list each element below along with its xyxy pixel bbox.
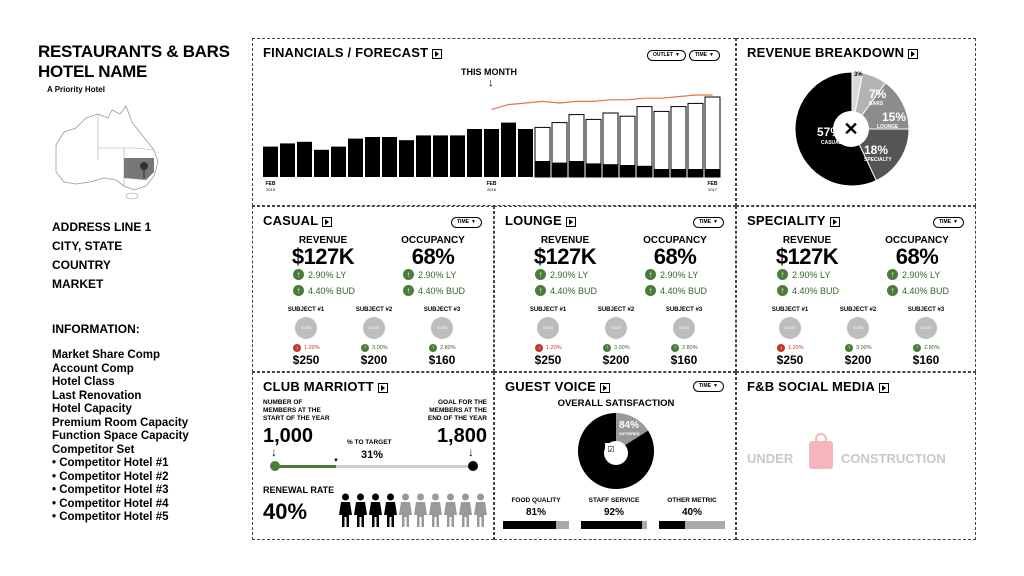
- subject-icon: ICON: [779, 317, 801, 339]
- actual-bar: [314, 150, 329, 177]
- subject-icon: ICON: [847, 317, 869, 339]
- arrow-up-icon: ↑: [777, 269, 788, 280]
- metric-bar-fill: [503, 521, 556, 529]
- actual-bar: [382, 137, 397, 177]
- hotel-title-line1: RESTAURANTS & BARS: [38, 42, 230, 61]
- subject-value: $250: [534, 353, 562, 367]
- target-value: 31%: [361, 449, 384, 461]
- info-item: Market Share Comp: [52, 349, 161, 361]
- subject-value: $200: [602, 353, 630, 367]
- subject-value: $250: [776, 353, 804, 367]
- subject-change: ↑ 3.00%: [361, 344, 388, 352]
- guest-voice-title: GUEST VOICE: [505, 379, 610, 394]
- subject-icon: ICON: [673, 317, 695, 339]
- revenue-bud-change: ↑ 4.40% BUD: [777, 285, 839, 296]
- revenue-breakdown-title: REVENUE BREAKDOWN: [747, 45, 918, 60]
- arrow-up-icon: ↑: [887, 269, 898, 280]
- subject-label: SUBJECT #3: [665, 307, 703, 313]
- info-item: Premium Room Capacity: [52, 416, 189, 429]
- subject-value: $200: [844, 353, 872, 367]
- forecast-actual-bar: [603, 164, 618, 177]
- info-item: Hotel Capacity: [52, 403, 132, 415]
- progress-marker-icon: ▼: [333, 458, 339, 464]
- forecast-actual-bar: [535, 161, 550, 177]
- subject-label: SUBJECT #3: [907, 307, 945, 313]
- x-axis-year: 2015: [266, 187, 275, 192]
- person-icon: [429, 493, 442, 532]
- subject-label: SUBJECT #2: [597, 307, 635, 313]
- address-line-1: ADDRESS LINE 1: [52, 220, 152, 234]
- progress-fill: [275, 465, 336, 468]
- person-icon: [444, 493, 457, 532]
- chevron-down-icon: ▼: [952, 219, 958, 225]
- arrow-up-icon: ↑: [293, 269, 304, 280]
- arrow-down-icon: ↓: [293, 344, 301, 352]
- guest-voice-panel: [494, 372, 736, 540]
- subject-change: ↓ 1.20%: [777, 344, 804, 352]
- chevron-down-icon: ▼: [708, 52, 714, 58]
- casual-label: CASUAL: [821, 140, 842, 146]
- competitor-item: • Competitor Hotel #2: [52, 470, 169, 483]
- person-icon: [459, 493, 472, 532]
- chevron-down-icon: ▼: [712, 219, 718, 225]
- target-label: % TO TARGET: [347, 439, 392, 446]
- subject-change: ↑ 2.80%: [913, 344, 940, 352]
- revenue-label: REVENUE: [782, 235, 832, 246]
- arrow-up-icon: ↑: [845, 344, 853, 352]
- renewal-people: [339, 493, 487, 532]
- play-icon[interactable]: [908, 49, 918, 59]
- subject-label: SUBJECT #1: [287, 307, 325, 313]
- subject-label: SUBJECT #1: [771, 307, 809, 313]
- info-item: Hotel Class: [52, 376, 115, 388]
- specialty-pct: 18%: [864, 143, 889, 157]
- subject-icon: ICON: [915, 317, 937, 339]
- actual-bar: [280, 143, 295, 177]
- arrow-up-icon: ↑: [671, 344, 679, 352]
- competitor-item: • Competitor Hotel #4: [52, 497, 169, 510]
- revenue-label: REVENUE: [540, 235, 590, 246]
- revenue-ly-change: ↑ 2.90% LY: [293, 269, 346, 280]
- forecast-bar: [671, 107, 686, 177]
- actual-bar: [365, 137, 380, 177]
- occupancy-label: OCCUPANCY: [885, 235, 949, 246]
- goal-members-label: GOAL FOR THE MEMBERS AT THE END OF THE YEAR: [427, 399, 487, 422]
- club-marriott-panel: [252, 372, 494, 540]
- arrow-up-icon: ↑: [535, 269, 546, 280]
- actual-bar: [433, 135, 448, 177]
- hotel-subtitle: A Priority Hotel: [47, 85, 105, 94]
- start-members-label: NUMBER OF MEMBERS AT THE START OF THE YEAR: [263, 399, 330, 422]
- x-axis-year: 2017: [708, 187, 717, 192]
- forecast-actual-bar: [620, 165, 635, 177]
- outlet-title: CASUAL: [263, 213, 332, 228]
- overall-satisfaction-sub: SATISFIED: [619, 431, 640, 436]
- time-dropdown[interactable]: TIME ▼: [693, 381, 724, 392]
- metric-label: OTHER METRIC: [667, 497, 717, 504]
- bars-pct: 7%: [869, 87, 887, 101]
- dining-icon: ✕: [833, 111, 869, 147]
- subject-change: ↑ 3.00%: [845, 344, 872, 352]
- chevron-down-icon: ▼: [470, 219, 476, 225]
- clipboard-icon: ☑: [605, 443, 617, 457]
- person-icon: [369, 493, 382, 532]
- actual-bar: [450, 135, 465, 177]
- actual-bar: [331, 147, 346, 177]
- arrow-up-icon: ↑: [645, 269, 656, 280]
- under-label: UNDER: [747, 451, 794, 466]
- forecast-actual-bar: [688, 169, 703, 177]
- time-dropdown[interactable]: TIME ▼: [689, 50, 720, 61]
- revenue-value: $127K: [775, 244, 839, 269]
- lounge-label: LOUNGE: [877, 124, 899, 130]
- time-dropdown[interactable]: TIME ▼: [933, 217, 964, 228]
- x-axis-year: 2016: [487, 187, 496, 192]
- hotel-title-line2: HOTEL NAME: [38, 62, 148, 81]
- down-arrow-icon: ↓: [271, 445, 277, 459]
- arrow-up-icon: ↑: [403, 269, 414, 280]
- revenue-ly-change: ↑ 2.90% LY: [535, 269, 588, 280]
- subject-icon: ICON: [295, 317, 317, 339]
- subject-change: ↑ 2.80%: [671, 344, 698, 352]
- forecast-actual-bar: [552, 163, 567, 177]
- subject-icon: ICON: [537, 317, 559, 339]
- chevron-down-icon: ▼: [712, 383, 718, 389]
- subject-label: SUBJECT #3: [423, 307, 461, 313]
- lounge-panel: [494, 206, 736, 372]
- occupancy-ly-change: ↑ 2.90% LY: [645, 269, 698, 280]
- subject-change: ↓ 1.20%: [535, 344, 562, 352]
- arrow-up-icon: ↑: [645, 285, 656, 296]
- financials-panel: [252, 38, 736, 206]
- time-dropdown[interactable]: TIME ▼: [451, 217, 482, 228]
- start-members-value: 1,000: [263, 425, 314, 447]
- x-axis-label: FEB: [265, 181, 276, 187]
- play-icon[interactable]: [600, 383, 610, 393]
- occupancy-ly-change: ↑ 2.90% LY: [403, 269, 456, 280]
- other-pct: 3%: [854, 72, 863, 78]
- arrow-down-icon: ↓: [535, 344, 543, 352]
- subject-value: $160: [670, 353, 698, 367]
- revenue-breakdown-panel: [736, 38, 976, 206]
- arrow-up-icon: ↑: [429, 344, 437, 352]
- occupancy-bud-change: ↑ 4.40% BUD: [645, 285, 707, 296]
- overall-satisfaction-label: OVERALL SATISFACTION: [557, 398, 675, 409]
- occupancy-ly-change: ↑ 2.90% LY: [887, 269, 940, 280]
- arrow-up-icon: ↑: [535, 285, 546, 296]
- subject-icon: ICON: [363, 317, 385, 339]
- occupancy-value: 68%: [895, 244, 939, 269]
- renewal-value: 40%: [263, 499, 308, 524]
- play-icon[interactable]: [879, 383, 889, 393]
- subject-icon: ICON: [431, 317, 453, 339]
- down-arrow-icon: ↓: [488, 77, 494, 89]
- competitor-item: • Competitor Hotel #5: [52, 511, 169, 523]
- arrow-up-icon: ↑: [361, 344, 369, 352]
- address-country: COUNTRY: [52, 258, 111, 272]
- revenue-bud-change: ↑ 4.40% BUD: [293, 285, 355, 296]
- info-item: Account Comp: [52, 362, 134, 375]
- speciality-panel: [736, 206, 976, 372]
- revenue-bud-change: ↑ 4.40% BUD: [535, 285, 597, 296]
- actual-bar: [501, 123, 516, 177]
- person-icon: [354, 493, 367, 532]
- down-arrow-icon: ↓: [468, 445, 474, 459]
- actual-bar: [416, 135, 431, 177]
- occupancy-value: 68%: [653, 244, 697, 269]
- outlet-dropdown[interactable]: OUTLET ▼: [647, 50, 686, 61]
- specialty-label: SPECIALTY: [864, 157, 892, 163]
- actual-bar: [484, 129, 499, 177]
- subject-value: $160: [912, 353, 940, 367]
- social-media-panel: [736, 372, 976, 540]
- person-icon: [339, 493, 352, 532]
- arrow-up-icon: ↑: [913, 344, 921, 352]
- subject-value: $200: [360, 353, 388, 367]
- casual-pct: 57%: [817, 125, 842, 139]
- actual-bar: [518, 129, 533, 177]
- subject-value: $250: [292, 353, 320, 367]
- occupancy-label: OCCUPANCY: [643, 235, 707, 246]
- forecast-actual-bar: [654, 169, 669, 177]
- address-city-state: CITY, STATE: [52, 239, 123, 253]
- chevron-down-icon: ▼: [675, 52, 680, 58]
- occupancy-bud-change: ↑ 4.40% BUD: [887, 285, 949, 296]
- actual-bar: [467, 129, 482, 177]
- outlet-title: SPECIALITY: [747, 213, 840, 228]
- metric-value: 92%: [603, 507, 624, 518]
- forecast-bar: [688, 103, 703, 177]
- person-icon: [474, 493, 487, 532]
- metric-label: FOOD QUALITY: [511, 497, 561, 504]
- metric-bar-fill: [659, 521, 685, 529]
- construction-label: CONSTRUCTION: [841, 451, 946, 466]
- club-title: CLUB MARRIOTT: [263, 379, 388, 394]
- competitor-item: • Competitor Hotel #1: [52, 457, 169, 469]
- competitor-item: • Competitor Hotel #3: [52, 484, 169, 496]
- revenue-label: REVENUE: [298, 235, 348, 246]
- forecast-bar: [705, 97, 720, 177]
- time-dropdown[interactable]: TIME ▼: [693, 217, 724, 228]
- metric-label: STAFF SERVICE: [588, 497, 640, 504]
- arrow-down-icon: ↓: [777, 344, 785, 352]
- play-icon[interactable]: [566, 217, 576, 227]
- outlet-title: LOUNGE: [505, 213, 576, 228]
- subject-change: ↓ 1.20%: [293, 344, 320, 352]
- financials-chart: [253, 39, 737, 205]
- arrow-up-icon: ↑: [887, 285, 898, 296]
- actual-bar: [297, 142, 312, 177]
- play-icon[interactable]: [378, 383, 388, 393]
- metric-bar-fill: [581, 521, 642, 529]
- social-title: F&B SOCIAL MEDIA: [747, 379, 889, 394]
- subject-label: SUBJECT #2: [355, 307, 393, 313]
- revenue-ly-change: ↑ 2.90% LY: [777, 269, 830, 280]
- metric-value: 81%: [525, 507, 546, 518]
- occupancy-bud-change: ↑ 4.40% BUD: [403, 285, 465, 296]
- forecast-bar: [654, 111, 669, 177]
- info-item: Function Space Capacity: [52, 430, 189, 442]
- person-icon: [384, 493, 397, 532]
- financials-title: FINANCIALS / FORECAST: [263, 45, 442, 60]
- actual-bar: [399, 140, 414, 177]
- subject-icon: ICON: [605, 317, 627, 339]
- renewal-label: RENEWAL RATE: [263, 485, 335, 495]
- casual-panel: [252, 206, 494, 372]
- progress-start-dot: [270, 461, 280, 471]
- subject-change: ↑ 3.00%: [603, 344, 630, 352]
- subject-label: SUBJECT #2: [839, 307, 877, 313]
- revenue-value: $127K: [291, 244, 355, 269]
- play-icon[interactable]: [322, 217, 332, 227]
- revenue-value: $127K: [533, 244, 597, 269]
- actual-bar: [263, 147, 278, 177]
- occupancy-value: 68%: [411, 244, 455, 269]
- occupancy-label: OCCUPANCY: [401, 235, 465, 246]
- subject-label: SUBJECT #1: [529, 307, 567, 313]
- forecast-actual-bar: [705, 169, 720, 177]
- x-axis-label: FEB: [707, 181, 718, 187]
- address-market: MARKET: [52, 277, 104, 291]
- australia-map: [46, 100, 176, 200]
- arrow-up-icon: ↑: [603, 344, 611, 352]
- actual-bar: [348, 139, 363, 177]
- forecast-actual-bar: [569, 161, 584, 177]
- progress-end-dot: [468, 461, 478, 471]
- info-heading: INFORMATION:: [52, 322, 140, 336]
- forecast-actual-bar: [637, 166, 652, 177]
- construction-sign-icon: [809, 441, 833, 469]
- metric-value: 40%: [681, 507, 702, 518]
- this-month-label: THIS MONTH: [461, 67, 517, 77]
- overall-satisfaction-value: 84%: [619, 420, 640, 431]
- arrow-up-icon: ↑: [293, 285, 304, 296]
- forecast-actual-bar: [586, 163, 601, 177]
- goal-members-value: 1,800: [436, 425, 487, 447]
- x-axis-label: FEB: [486, 181, 497, 187]
- person-icon: [414, 493, 427, 532]
- arrow-up-icon: ↑: [403, 285, 414, 296]
- info-item: Competitor Set: [52, 443, 135, 456]
- subject-change: ↑ 2.80%: [429, 344, 456, 352]
- lounge-pct: 15%: [882, 110, 907, 124]
- bars-label: BARS: [869, 101, 884, 107]
- subject-value: $160: [428, 353, 456, 367]
- info-list: [52, 349, 189, 525]
- info-item: Last Renovation: [52, 389, 142, 402]
- forecast-actual-bar: [671, 169, 686, 177]
- play-icon[interactable]: [830, 217, 840, 227]
- arrow-up-icon: ↑: [777, 285, 788, 296]
- person-icon: [399, 493, 412, 532]
